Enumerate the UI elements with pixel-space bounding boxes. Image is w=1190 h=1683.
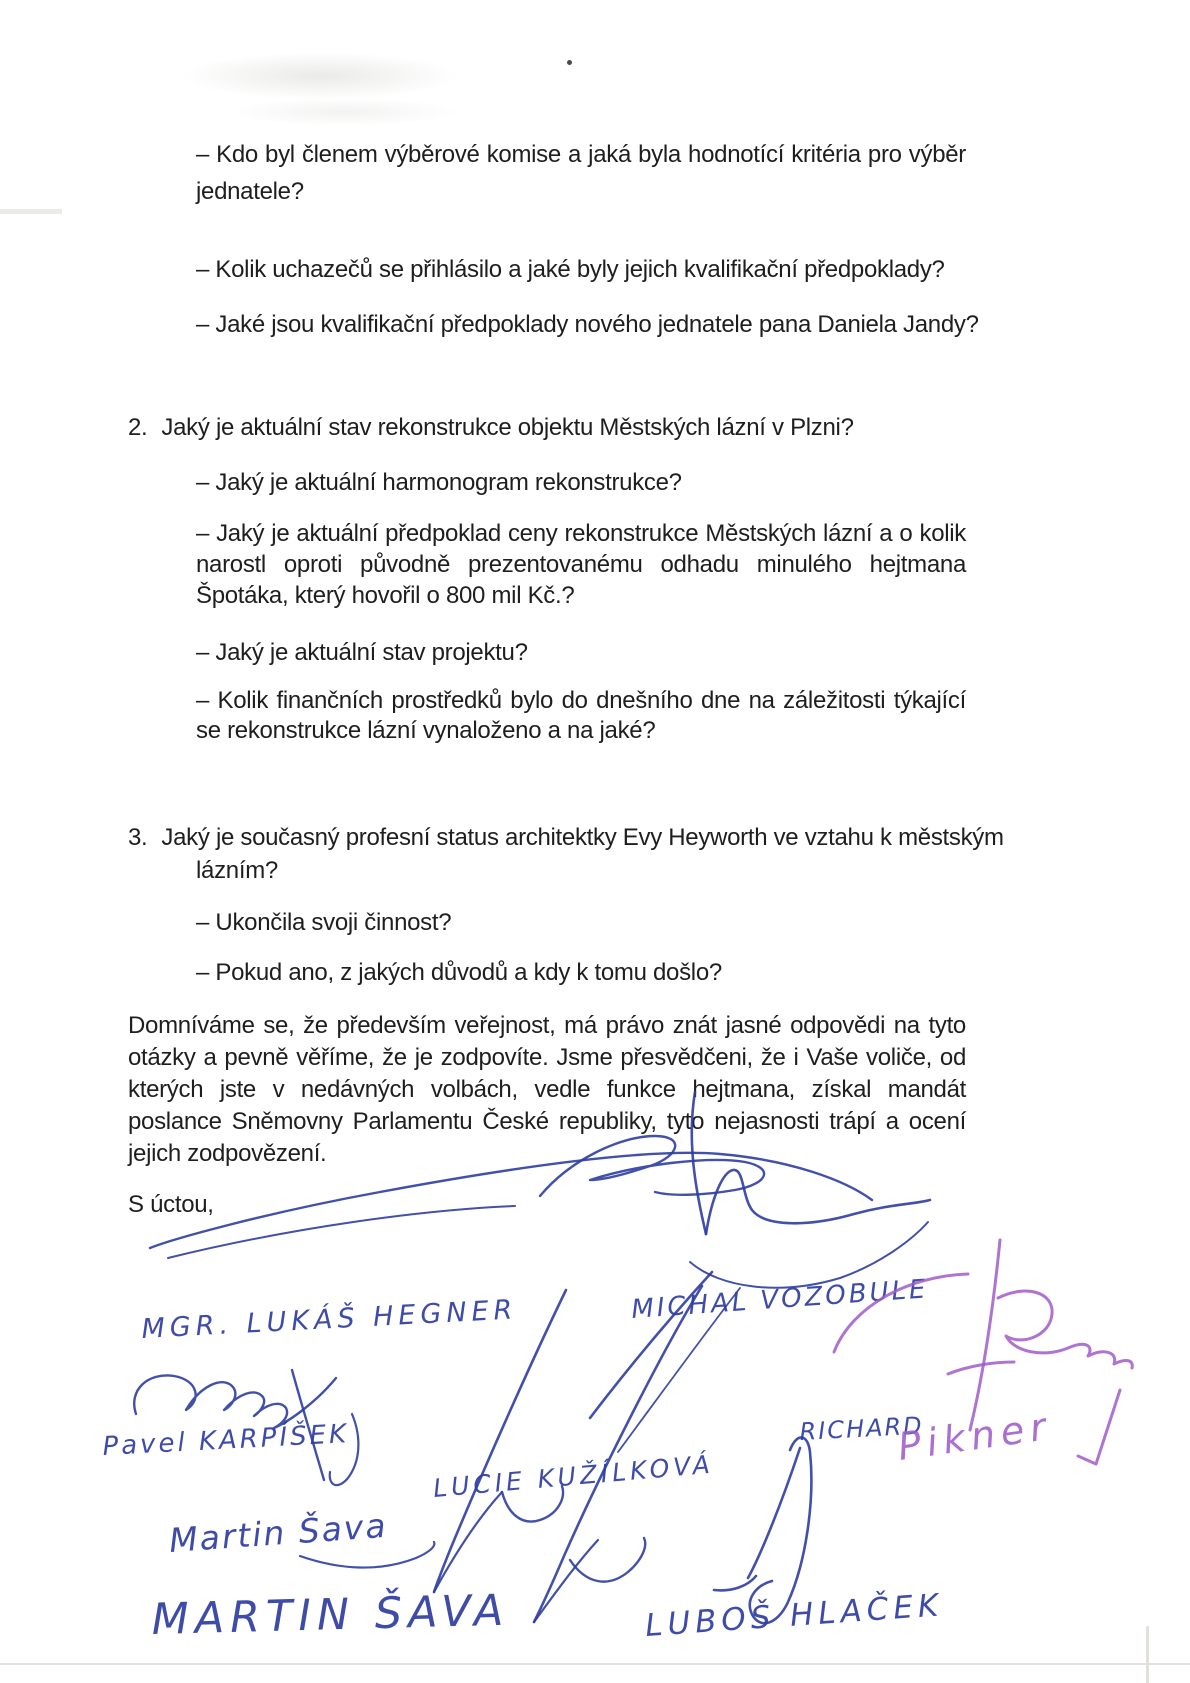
ink-stroke — [970, 1240, 1000, 1430]
question-bullet: – Ukončila svoji činnost? — [196, 909, 452, 936]
valediction: S úctou, — [128, 1191, 214, 1218]
signature-caption-sava-cursive: Martin Šava — [167, 1505, 389, 1560]
question-bullet: – Kdo byl členem výběrové komise a jaká byla hodnotící kritéria pro výběr jednatele? — [196, 141, 966, 205]
ink-stroke — [750, 1437, 812, 1623]
question-bullet: – Kolik finančních prostředků bylo do dnešního dne na záležitosti týkající se rekonstrukce lázní vynaloženo a na jaké? — [196, 687, 966, 744]
question-bullet: – Jaký je aktuální harmonogram rekonstrukce? — [196, 469, 682, 496]
item-number: 2. — [128, 414, 148, 441]
question-bullet: – Kolik uchazečů se přihlásilo a jaké byly jejich kvalifikační předpoklady? — [196, 256, 945, 283]
ink-stroke — [434, 1290, 566, 1592]
ink-stroke — [748, 1448, 800, 1578]
signature-caption-pikner-surname: Pikner — [895, 1403, 1055, 1469]
signature-caption-hlacek: LUBOŠ HLAČEK — [644, 1587, 945, 1644]
ink-stroke — [692, 1092, 706, 1234]
ink-stroke — [998, 1291, 1132, 1368]
item-text: Jaký je aktuální stav rekonstrukce objektu Městských lázní v Plzni? — [161, 414, 854, 441]
item-text: Jaký je současný profesní status architektky Evy Heyworth ve vztahu k městským lázním? — [161, 824, 1004, 884]
signature-karpisek — [102, 1370, 359, 1485]
ink-stroke — [168, 1206, 515, 1258]
signature-caption-sava: MARTIN ŠAVA — [150, 1585, 510, 1645]
ink-stroke — [1078, 1390, 1120, 1464]
signature-caption-vozobule: MICHAL VOZOBULE — [630, 1274, 930, 1325]
ink-stroke — [714, 1576, 756, 1590]
ink-stroke — [706, 1170, 930, 1234]
question-bullet: – Jaký je aktuální předpoklad ceny rekonstrukce Městských lázní a o kolik narostl oproti původně prezentovanému odhadu minulého hejtmana Špotáka, který hovořil o 800 mil Kč.? — [196, 520, 966, 609]
question-bullet: – Jaké jsou kvalifikační předpoklady nového jednatele pana Daniela Jandy? — [196, 311, 979, 338]
signature-caption-karpisek: Pavel KARPÍŠEK — [101, 1419, 350, 1462]
signature-caption-richard: RICHARD — [798, 1411, 925, 1446]
question-bullet: – Jaký je aktuální stav projektu? — [196, 639, 528, 666]
ink-stroke — [150, 1153, 872, 1248]
closing-paragraph: Domníváme se, že především veřejnost, má právo znát jasné odpovědi na tyto otázky a pevně věříme, že je zodpovíte. Jsme přesvědčeni, že i Vaše voliče, od kterých jste v nedávných volbách, vedle funkce hejtmana, získal mandát poslance Sněmovny Parlamentu České republiky, tyto nejasnosti trápí a ocení jejich zodpovězení. — [128, 1012, 966, 1167]
signature-caption-kuzilkova: LUCIE KUŽÍLKOVÁ — [431, 1449, 715, 1503]
item-number: 3. — [128, 824, 148, 851]
ink-stroke — [540, 1136, 764, 1196]
signature-sava — [151, 1505, 510, 1645]
signature-caption-hegner: MGR. LUKÁŠ HEGNER — [140, 1294, 519, 1345]
signature-kuzilkova — [432, 1286, 715, 1622]
question-bullet: – Pokud ano, z jakých důvodů a kdy k tomu došlo? — [196, 959, 722, 986]
